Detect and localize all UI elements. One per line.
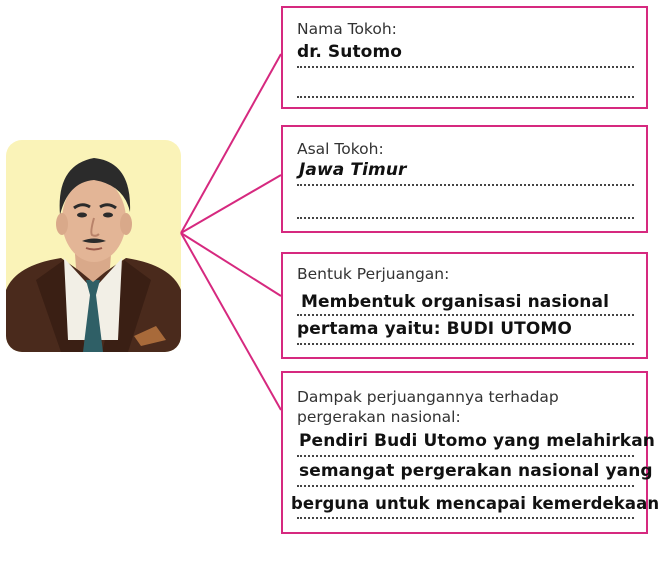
dampak-answer-line2: semangat pergerakan nasional yang — [299, 461, 653, 481]
nama-tokoh-label: Nama Tokoh: — [297, 20, 397, 38]
answer-line — [297, 96, 634, 98]
dampak-label-line1: Dampak perjuangannya terhadap — [297, 388, 559, 406]
answer-line — [297, 517, 634, 519]
answer-line — [297, 455, 634, 457]
answer-line — [297, 66, 634, 68]
answer-line — [297, 343, 634, 345]
answer-line — [297, 485, 634, 487]
card-bentuk-perjuangan — [281, 252, 648, 359]
card-asal-tokoh — [281, 125, 648, 233]
nama-tokoh-answer: dr. Sutomo — [297, 42, 403, 62]
person-portrait-icon — [6, 140, 181, 352]
answer-line — [297, 314, 634, 316]
card-dampak-perjuangan — [281, 371, 660, 534]
bentuk-perjuangan-answer-line1: Membentuk organisasi nasional — [301, 292, 610, 312]
asal-tokoh-answer: Jawa Timur — [299, 160, 407, 180]
bentuk-perjuangan-answer-line2: pertama yaitu: BUDI UTOMO — [297, 319, 572, 339]
dampak-answer-line3: berguna untuk mencapai kemerdekaan — [291, 494, 660, 513]
card-nama-tokoh — [281, 6, 648, 109]
bentuk-perjuangan-label: Bentuk Perjuangan: — [297, 265, 450, 283]
answer-line — [297, 217, 634, 219]
asal-tokoh-label: Asal Tokoh: — [297, 140, 384, 158]
dampak-label-line2: pergerakan nasional: — [297, 408, 461, 426]
dampak-answer-line1: Pendiri Budi Utomo yang melahirkan — [299, 431, 655, 451]
answer-line — [297, 184, 634, 186]
portrait-frame — [6, 140, 181, 352]
